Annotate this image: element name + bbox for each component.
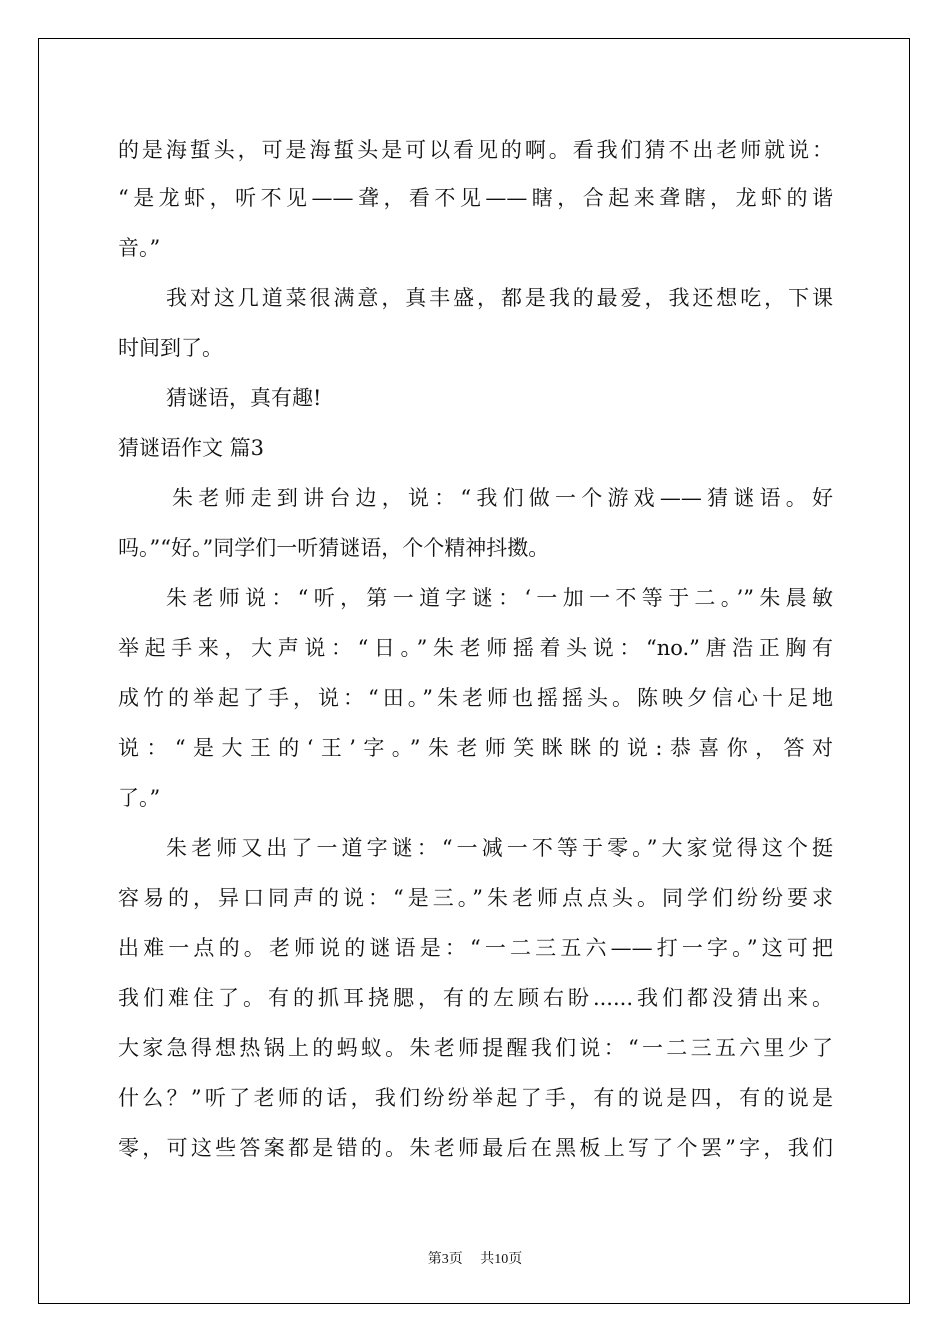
- text-line: 时间到了。: [118, 336, 223, 360]
- text-line: 朱老师又出了一道字谜：“一减一不等于零。”大家觉得这个挺: [166, 836, 833, 860]
- text-line: 我对这几道菜很满意，真丰盛，都是我的最爱，我还想吃，下课: [166, 286, 833, 310]
- page-total: 共10页: [480, 1252, 523, 1267]
- text-line: 吗。”“好。”同学们一听猜谜语，个个精神抖擞。: [118, 536, 550, 560]
- page-frame: [38, 38, 910, 1304]
- text-line: 举起手来，大声说：“日。”朱老师摇着头说：“no.”唐浩正胸有: [118, 636, 833, 660]
- page-footer: [0, 1248, 950, 1268]
- text-line: 了。”: [118, 786, 161, 810]
- text-line: 说：“是大王的‘王’字。”朱老师笑眯眯的说:恭喜你，答对: [118, 736, 833, 760]
- text-line: 容易的，异口同声的说：“是三。”朱老师点点头。同学们纷纷要求: [118, 886, 833, 910]
- text-line: 我们难住了。有的抓耳挠腮，有的左顾右盼......我们都没猜出来。: [118, 986, 833, 1010]
- text-line: 成竹的举起了手，说：“田。”朱老师也摇摇头。陈映夕信心十足地: [118, 686, 833, 710]
- section-heading: 猜谜语作文 篇3: [118, 436, 265, 460]
- text-line: 朱老师说：“听，第一道字谜：‘一加一不等于二。’”朱晨敏: [166, 586, 833, 610]
- text-line: 什么？”听了老师的话，我们纷纷举起了手，有的说是四，有的说是: [118, 1086, 833, 1110]
- page-number: 第3页: [427, 1252, 463, 1267]
- text-line: “是龙虾，听不见——聋，看不见——瞎，合起来聋瞎，龙虾的谐: [118, 186, 833, 210]
- text-line: 音。”: [118, 236, 161, 260]
- text-line: 的是海蜇头，可是海蜇头是可以看见的啊。看我们猜不出老师就说：: [118, 138, 833, 162]
- text-line: 大家急得想热锅上的蚂蚁。朱老师提醒我们说：“一二三五六里少了: [118, 1036, 833, 1060]
- text-line: 朱老师走到讲台边，说：“我们做一个游戏——猜谜语。好: [172, 486, 833, 510]
- text-line: 猜谜语，真有趣!: [166, 386, 322, 410]
- text-line: 零，可这些答案都是错的。朱老师最后在黑板上写了个罢”字，我们: [118, 1136, 833, 1160]
- text-line: 出难一点的。老师说的谜语是：“一二三五六——打一字。”这可把: [118, 936, 833, 960]
